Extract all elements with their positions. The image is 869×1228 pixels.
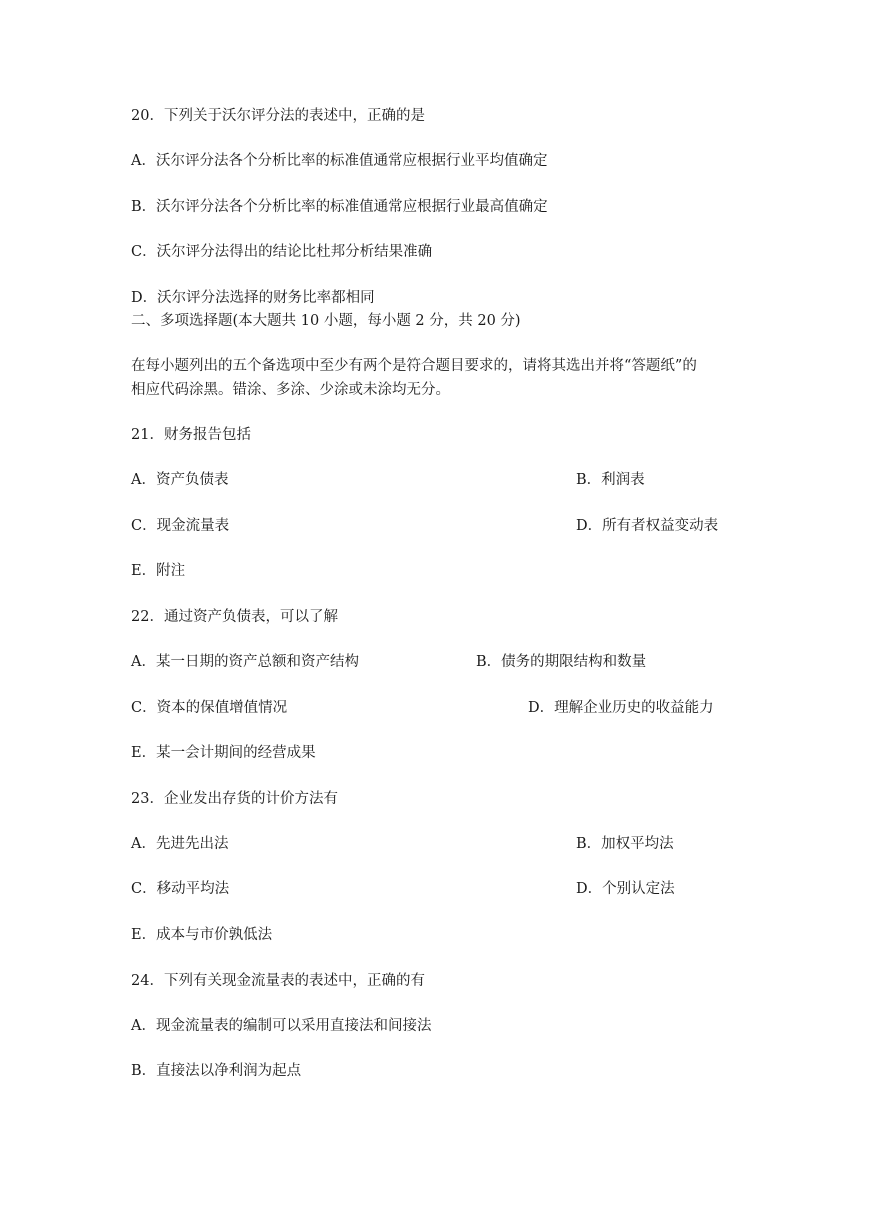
- section-instruction-line-1: 在每小题列出的五个备选项中至少有两个是符合题目要求的，请将其选出并将“答题纸”的: [131, 358, 697, 374]
- q20-option-b: B．沃尔评分法各个分析比率的标准值通常应根据行业最高值确定: [131, 199, 548, 215]
- q21-option-c: C．现金流量表: [131, 518, 230, 534]
- q23-option-c: C．移动平均法: [131, 881, 230, 897]
- q23-option-e: E．成本与市价孰低法: [131, 927, 273, 943]
- q24-stem: 24．下列有关现金流量表的表述中，正确的有: [131, 973, 425, 989]
- q24-option-a: A．现金流量表的编制可以采用直接法和间接法: [131, 1018, 432, 1034]
- q21-option-b: B．利润表: [576, 472, 645, 488]
- q22-stem: 22．通过资产负债表，可以了解: [131, 609, 338, 625]
- q22-option-d: D．理解企业历史的收益能力: [528, 700, 714, 716]
- q21-option-a: A．资产负债表: [131, 472, 229, 488]
- section-heading: 二、多项选择题(本大题共 10 小题，每小题 2 分，共 20 分): [131, 313, 521, 329]
- q23-option-d: D．个别认定法: [576, 881, 675, 897]
- section-instruction-line-2: 相应代码涂黑。错涂、多涂、少涂或未涂均无分。: [131, 382, 450, 398]
- q21-option-d: D．所有者权益变动表: [576, 518, 719, 534]
- q21-stem: 21．财务报告包括: [131, 427, 251, 443]
- q22-option-a: A．某一日期的资产总额和资产结构: [131, 654, 359, 670]
- q20-option-d: D．沃尔评分法选择的财务比率都相同: [131, 290, 375, 306]
- q23-stem: 23．企业发出存货的计价方法有: [131, 791, 338, 807]
- q23-option-b: B．加权平均法: [576, 836, 674, 852]
- q20-stem: 20．下列关于沃尔评分法的表述中，正确的是: [131, 108, 425, 124]
- q20-option-a: A．沃尔评分法各个分析比率的标准值通常应根据行业平均值确定: [131, 153, 548, 169]
- q24-option-b: B．直接法以净利润为起点: [131, 1063, 302, 1079]
- q22-option-e: E．某一会计期间的经营成果: [131, 745, 316, 761]
- q23-option-a: A．先进先出法: [131, 836, 229, 852]
- q22-option-c: C．资本的保值增值情况: [131, 700, 288, 716]
- q21-option-e: E．附注: [131, 563, 186, 579]
- q20-option-c: C．沃尔评分法得出的结论比杜邦分析结果准确: [131, 244, 433, 260]
- q22-option-b: B．债务的期限结构和数量: [476, 654, 647, 670]
